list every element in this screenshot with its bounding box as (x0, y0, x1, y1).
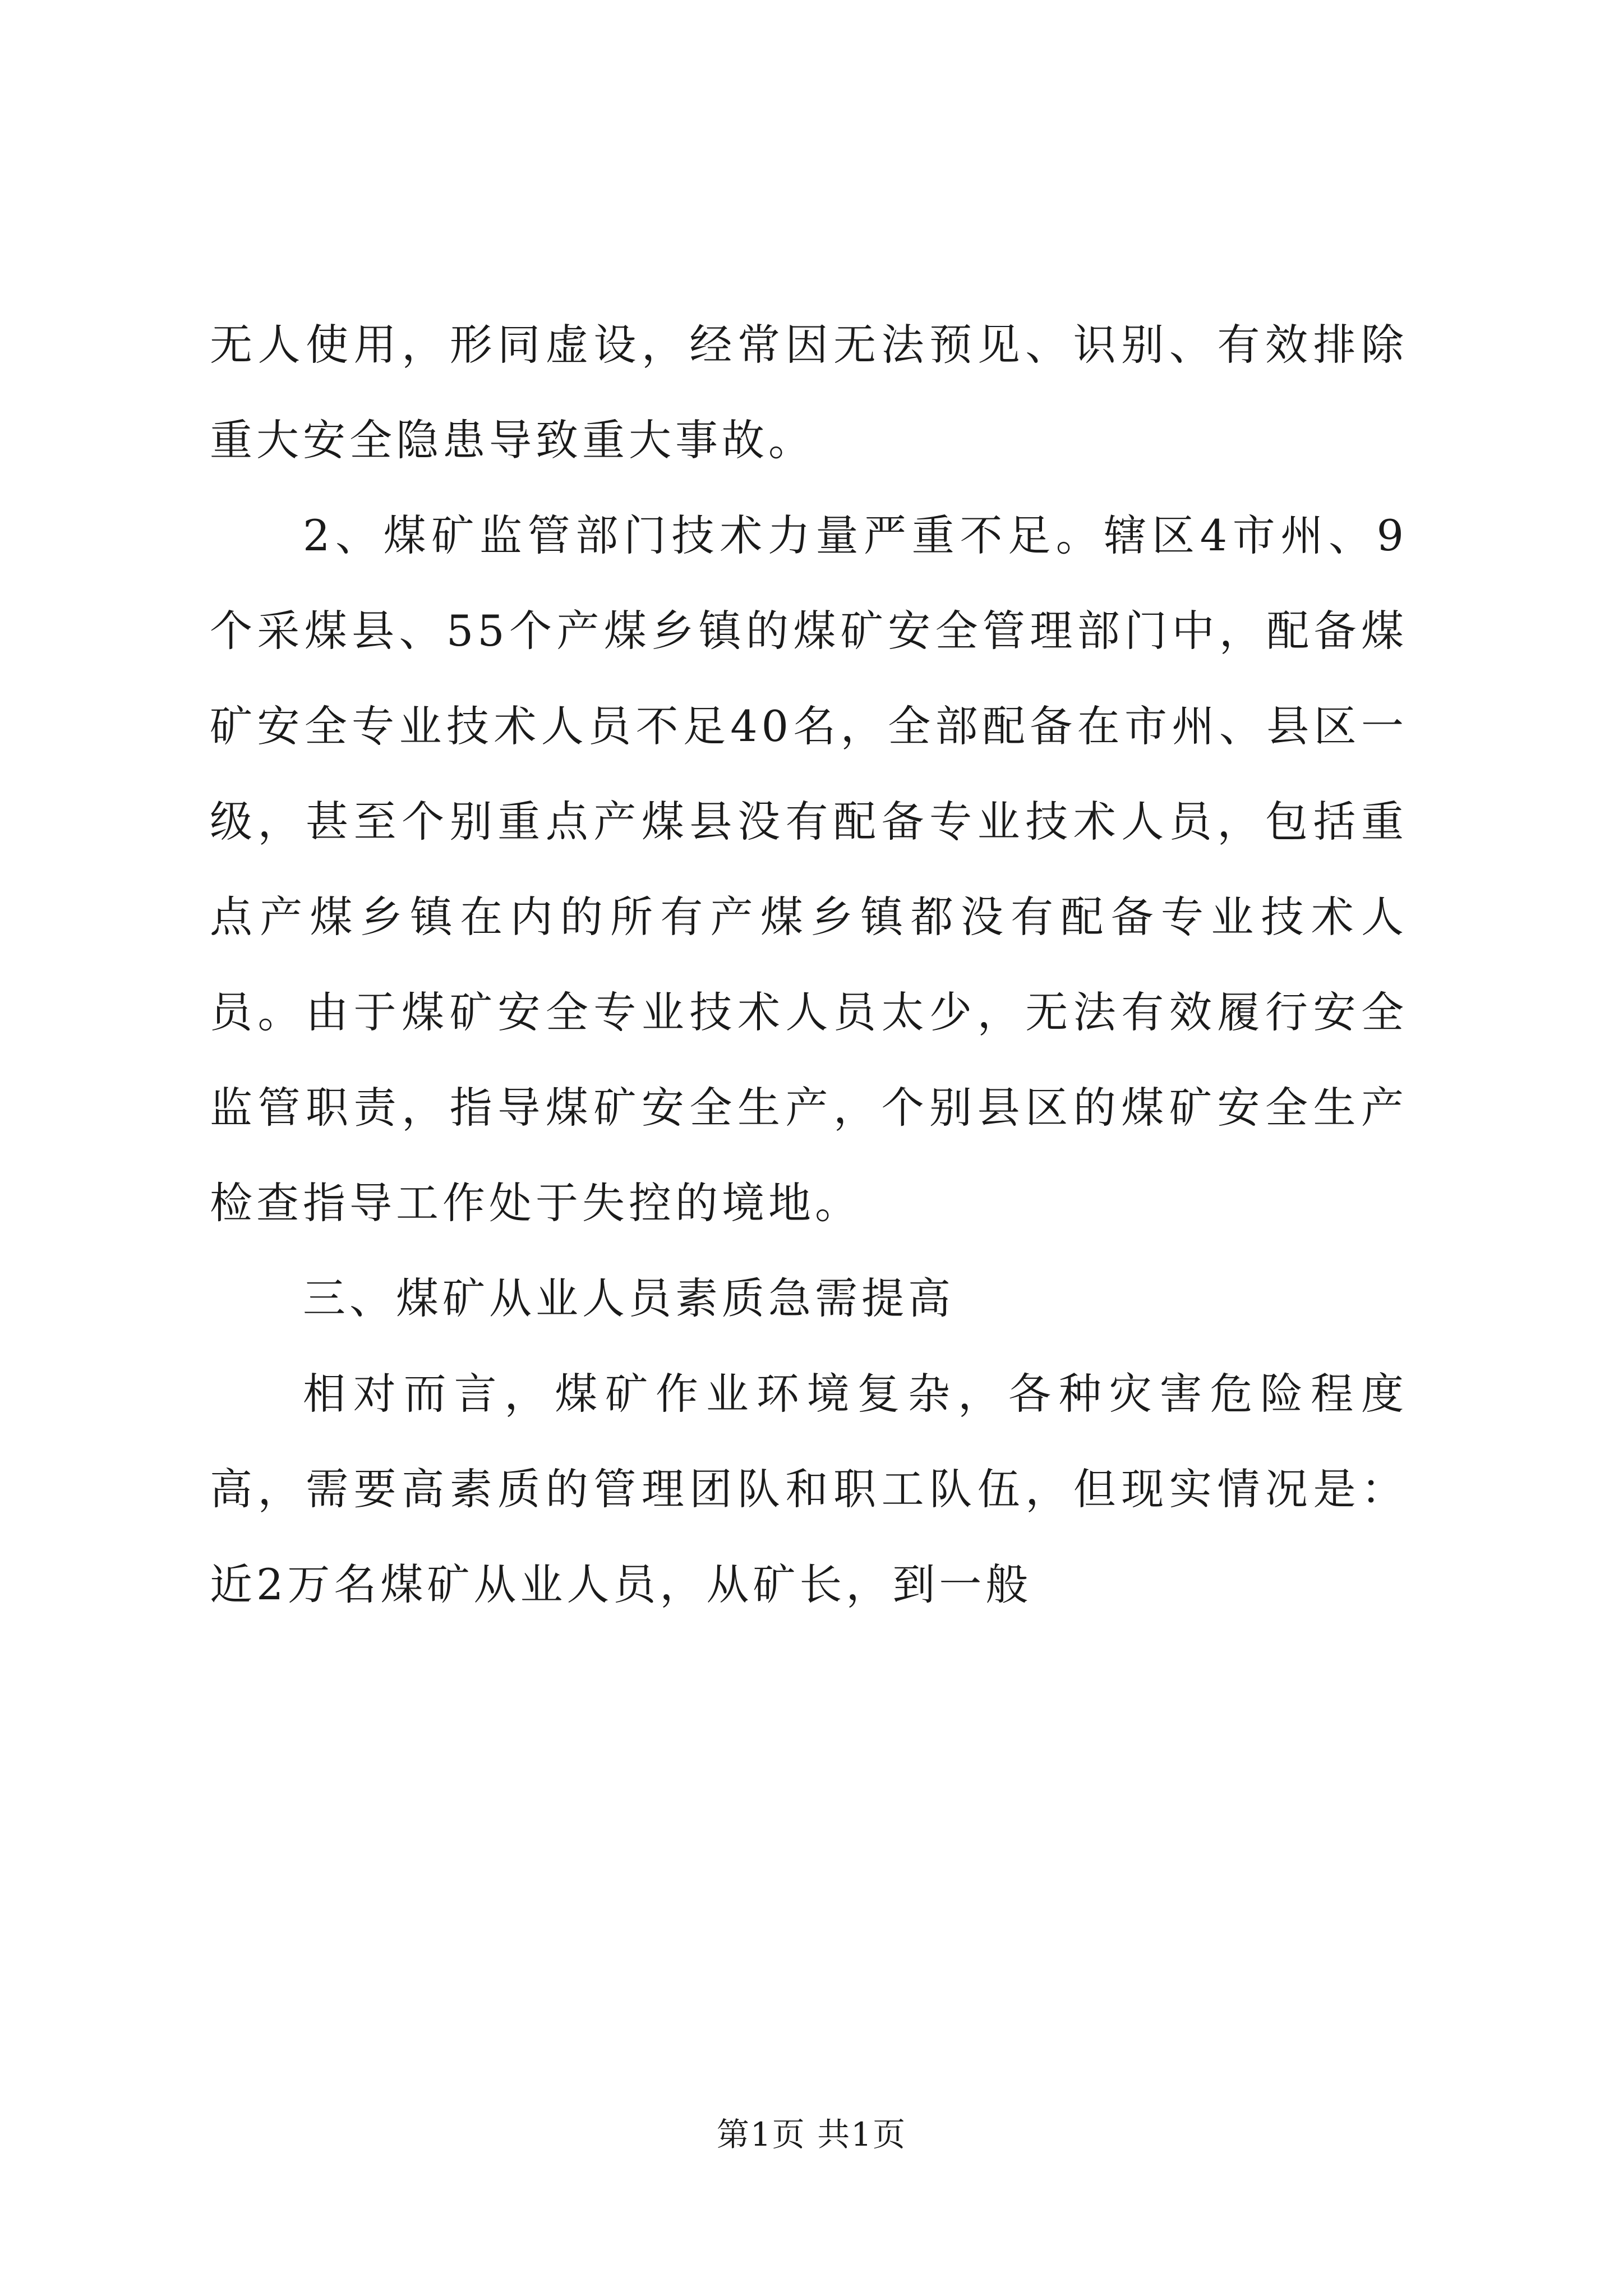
page-number: 第1页 共1页 (716, 2115, 907, 2154)
page-footer (0, 2115, 1623, 2154)
paragraph-3: 相对而言，煤矿作业环境复杂，各种灾害危险程度高，需要高素质的管理团队和职工队伍，但现实情况是：近2万名煤矿从业人员，从矿长，到一般 (210, 1369, 1408, 1609)
paragraph-2: 2、煤矿监管部门技术力量严重不足。辖区4市州、9个采煤县、55个产煤乡镇的煤矿安全管理部门中，配备煤矿安全专业技术人员不足40名，全部配备在市州、县区一级，甚至个别重点产煤县没有配备专业技术人员，包括重点产煤乡镇在内的所有产煤乡镇都没有配备专业技术人员。由于煤矿安全专业技术人员太少，无法有效履行安全监管职责，指导煤矿安全生产，个别县区的煤矿安全生产检查指导工作处于失控的境地。 (210, 510, 1408, 1228)
paragraph-1: 无人使用，形同虚设，经常因无法预见、识别、有效排除重大安全隐患导致重大事故。 (210, 320, 1408, 465)
document-body (210, 297, 1408, 1632)
section-heading: 三、煤矿从业人员素质急需提高 (303, 1273, 955, 1323)
